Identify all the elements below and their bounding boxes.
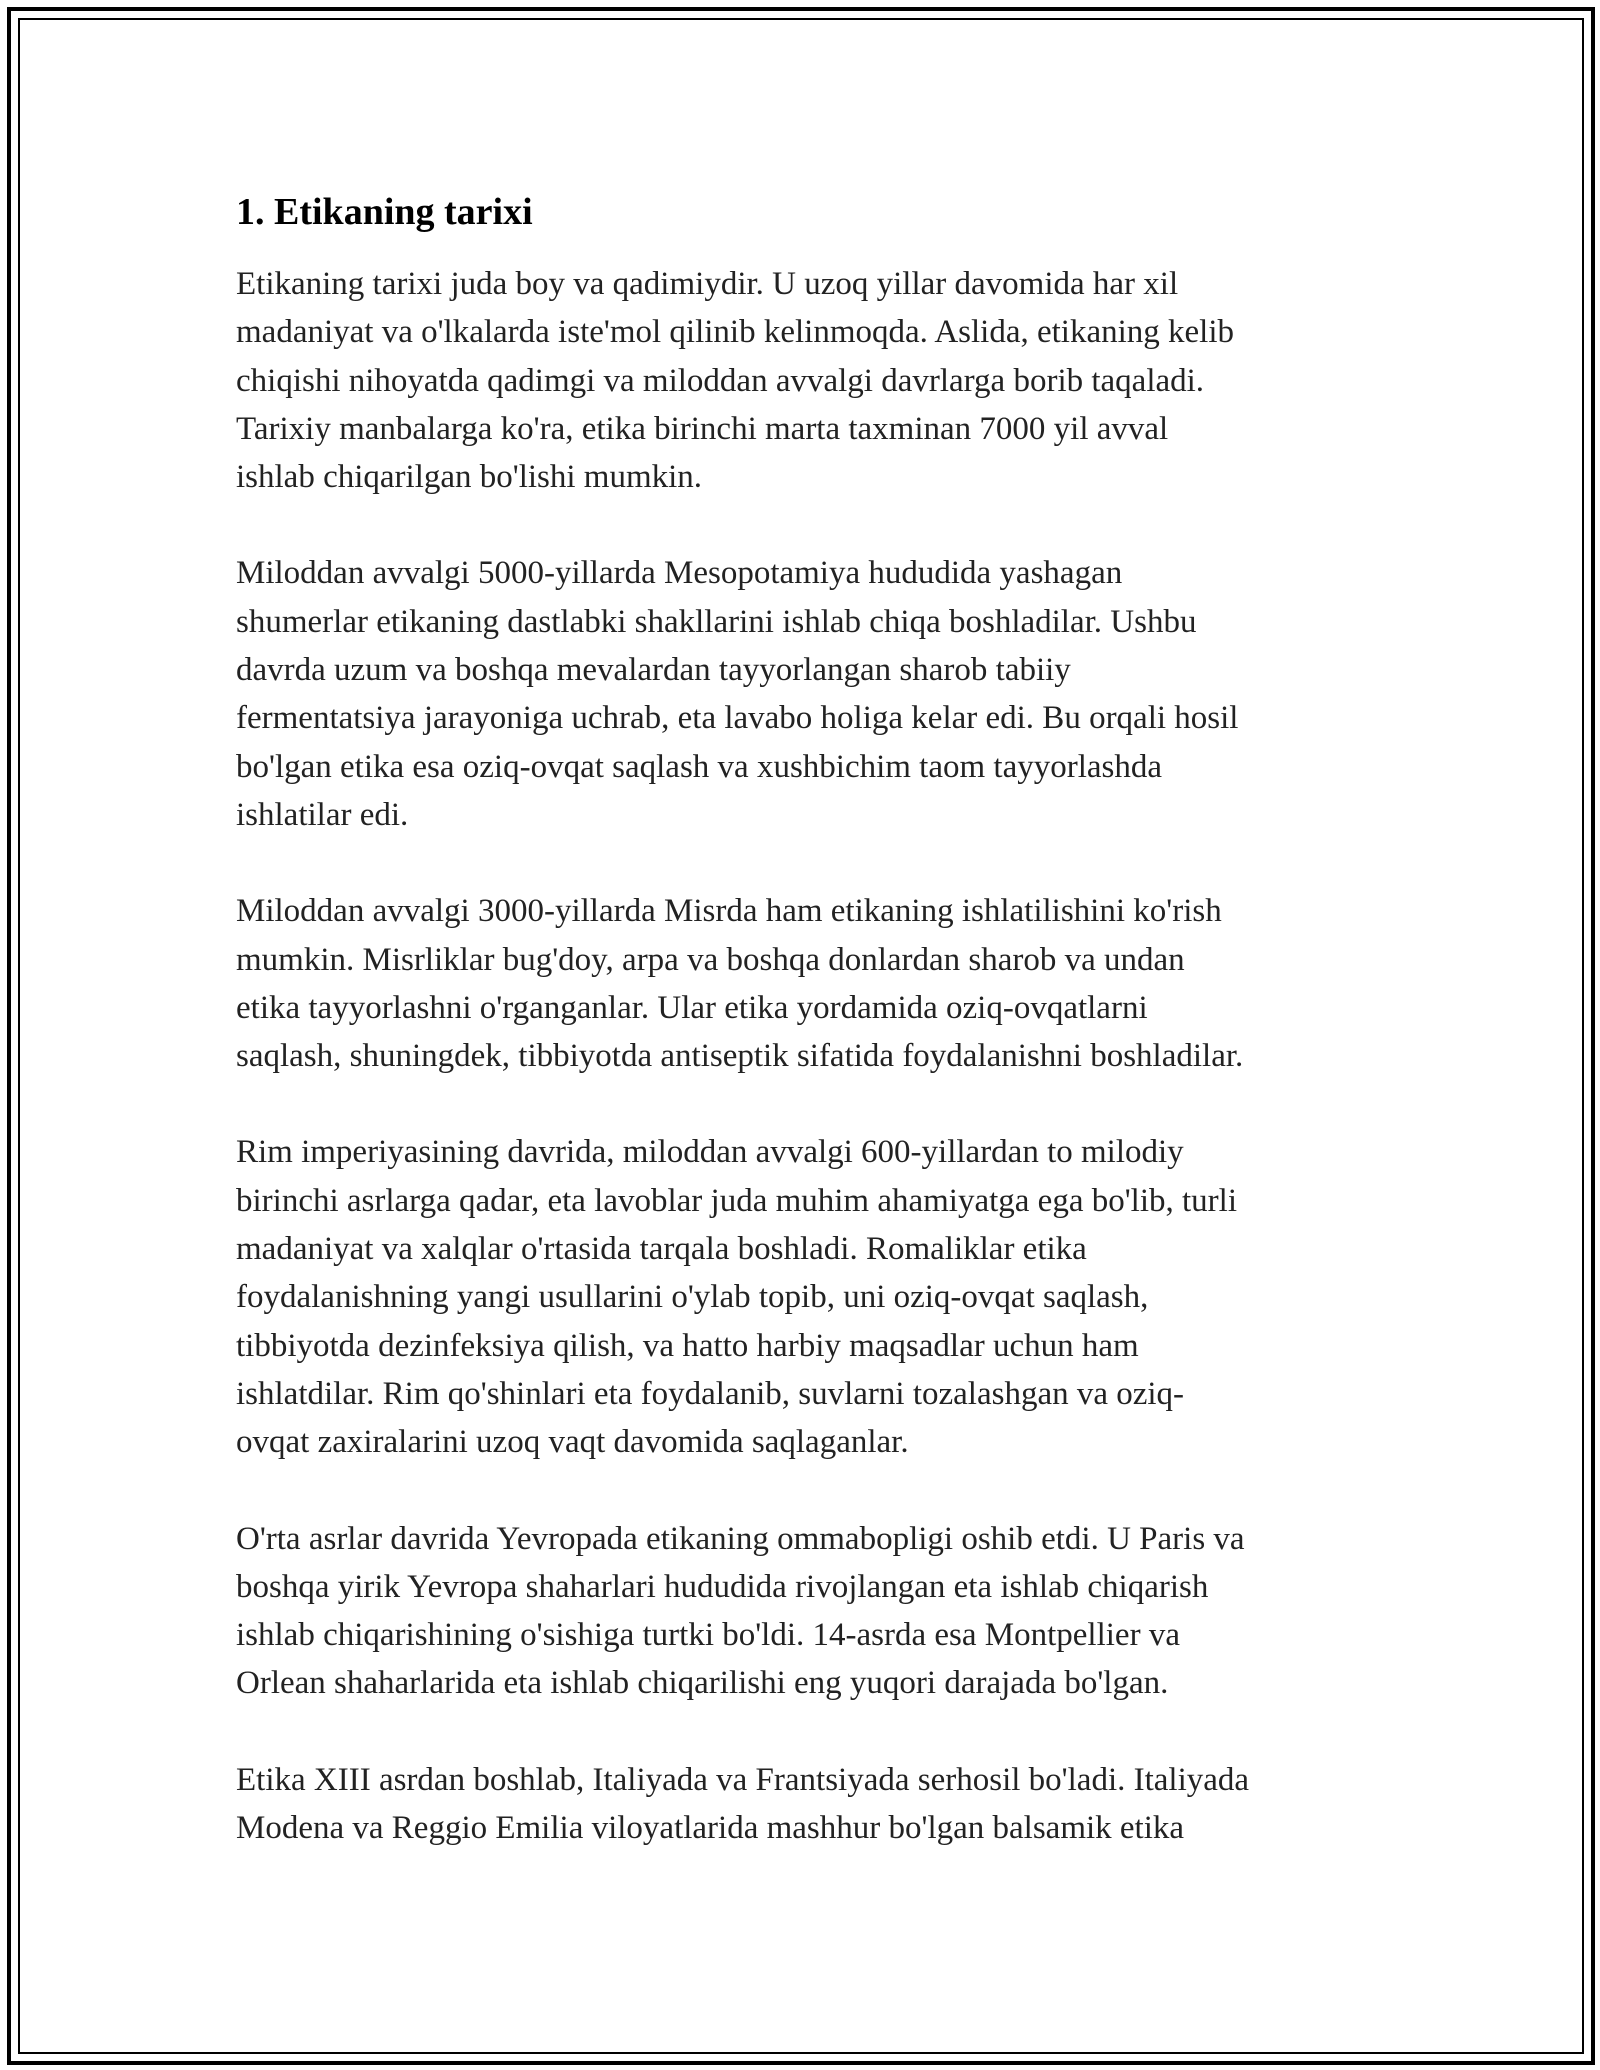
paragraph-3: Miloddan avvalgi 3000-yillarda Misrda ham etikaning ishlatilishini ko'rish mumkin. Misrliklar bug'doy, arpa va boshqa donlardan sharob va undan etika tayyorlashni o'rganganlar. Ular etika yordamida oziq-ovqatlarni saqlash, shuningdek, tibbiyotda antiseptik sifatida foydalanishni boshladilar. [236,893,1244,1075]
document-body [236,188,1376,1900]
section-heading: 1. Etikaning tarixi [236,191,533,233]
paragraph-5: O'rta asrlar davrida Yevropada etikaning ommabopligi oshib etdi. U Paris va boshqa yirik Yevropa shaharlari hududida rivojlangan eta ishlab chiqarish ishlab chiqarishining o'sishiga turtki bo'ldi. 14-asrda esa Montpellier va Orlean shaharlarida eta ishlab chiqarilishi eng yuqori darajada bo'lgan. [236,1520,1245,1702]
paragraph-1: Etikaning tarixi juda boy va qadimiydir. U uzoq yillar davomida har xil madaniyat va o'lkalarda iste'mol qilinib kelinmoqda. Aslida, etikaning kelib chiqishi nihoyatda qadimgi va miloddan avvalgi davrlarga borib taqaladi. Tarixiy manbalarga ko'ra, etika birinchi marta taxminan 7000 yil avval ishlab chiqarilgan bo'lishi mumkin. [236,266,1235,496]
paragraph-4: Rim imperiyasining davrida, miloddan avvalgi 600-yillardan to milodiy birinchi asrlarga qadar, eta lavoblar juda muhim ahamiyatga ega bo'lib, turli madaniyat va xalqlar o'rtasida tarqala boshladi. Romaliklar etika foydalanishning yangi usullarini o'ylab topib, uni oziq-ovqat saqlash, tibbiyotda dezinfeksiya qilish, va hatto harbiy maqsadlar uchun ham ishlatdilar. Rim qo'shinlari eta foydalanib, suvlarni tozalashgan va oziq- ovqat zaxiralarini uzoq vaqt davomida saqlaganlar. [236,1134,1238,1461]
paragraph-6: Etika XIII asrdan boshlab, Italiyada va Frantsiyada serhosil bo'ladi. Italiyada Modena va Reggio Emilia viloyatlarida mashhur bo'lgan balsamik etika [236,1761,1250,1847]
paragraph-2: Miloddan avvalgi 5000-yillarda Mesopotamiya hududida yashagan shumerlar etikaning dastlabki shakllarini ishlab chiqa boshladilar. Ushbu davrda uzum va boshqa mevalardan tayyorlangan sharob tabiiy fermentatsiya jarayoniga uchrab, eta lavabo holiga kelar edi. Bu orqali hosil bo'lgan etika esa oziq-ovqat saqlash va xushbichim taom tayyorlashda ishlatilar edi. [236,555,1239,833]
